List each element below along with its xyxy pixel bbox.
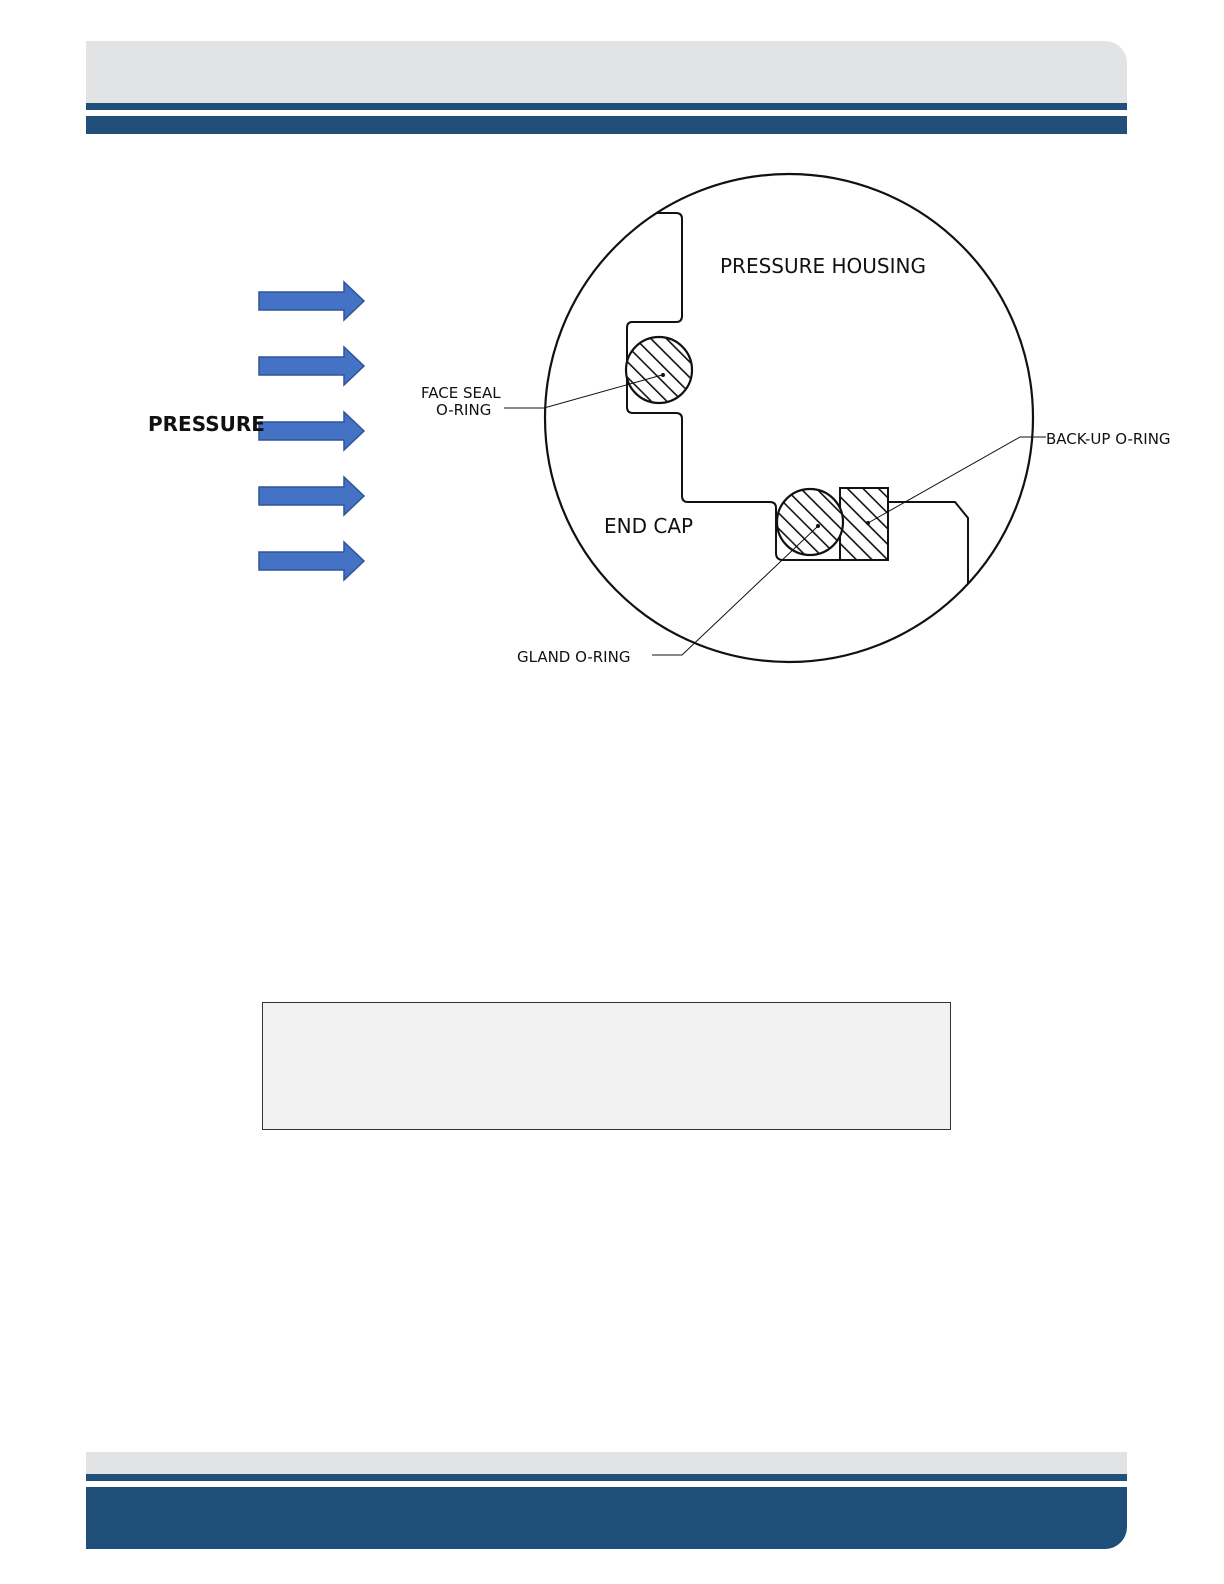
face-seal-label-line2: O-RING [436,401,492,419]
backup-oring-shape [840,488,888,560]
gland-oring-shape [777,489,843,555]
oring-seal-diagram [0,0,1224,760]
pressure-label: PRESSURE [148,412,265,436]
detail-view-circle [545,174,1033,662]
pressure-arrow [259,542,364,580]
end-cap-label: END CAP [604,514,694,538]
face-seal-label-line1: FACE SEAL [421,384,501,402]
pressure-arrows [259,282,364,580]
footer-stripe-thick [86,1487,1127,1549]
backup-oring-label: BACK-UP O-RING [1046,430,1171,448]
pressure-arrow [259,347,364,385]
gland-oring-label: GLAND O-RING [517,648,631,666]
pressure-arrow [259,412,364,450]
backup-oring-leader-line [868,437,1046,523]
pressure-arrow [259,282,364,320]
pressure-housing-label: PRESSURE HOUSING [720,254,926,278]
footer-stripe-thin [86,1474,1127,1481]
face-seal-oring-shape [626,337,692,403]
page-footer-band [86,1452,1127,1474]
note-box [262,1002,951,1130]
pressure-arrow [259,477,364,515]
